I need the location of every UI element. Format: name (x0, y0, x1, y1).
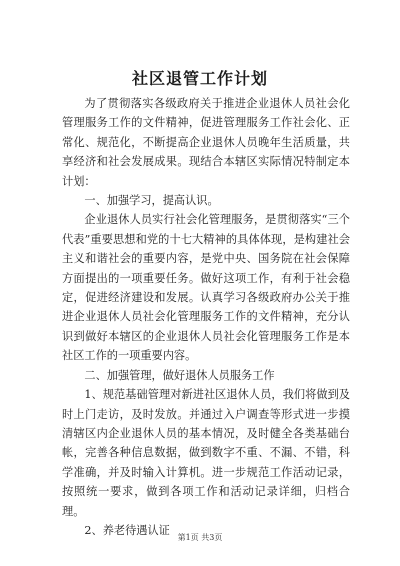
section-heading-1: 一、加强学习，提高认识。 (84, 194, 219, 208)
document-body (62, 94, 350, 540)
paragraph-item-1: 1、规范基础管理对新进社区退休人员，我们将做到及时上门走访，及时发放。并通过入户调查等形式进一步摸清辖区内企业退休人员的基本情况，及时健全各类基础台帐，完善各种信息数据，做到数字不重、不漏、不错，科学准确，并及时输入计算机。进一步规范工作活动记录，按照统一要求，做到各项工作和活动记录详细，归档合理。 (62, 388, 350, 518)
section-heading-2: 二、加强管理，做好退休人员服务工作 (84, 368, 275, 382)
page-number: 第1页 共3页 (177, 533, 223, 542)
document-title: 社区退管工作计划 (131, 69, 268, 88)
paragraph-item-2: 2、养老待遇认证 (84, 523, 170, 537)
paragraph-intro: 为了贯彻落实各级政府关于推进企业退休人员社会化管理服务工作的文件精神，促进管理服务工作社会化、正常化、规范化，不断提高企业退休人员晚年生活质量，共享经济和社会发展成果。现结合本辖区实际情况特制定本计划： (62, 97, 350, 188)
paragraph-section-1: 企业退休人员实行社会化管理服务，是贯彻落实“三个代表”重要思想和党的十七大精神的具体体现，是构建社会主义和谐社会的重要内容，是党中央、国务院在社会保障方面提出的一项重要任务。做好这项工作，有利于社会稳定，促进经济建设和发展。认真学习各级政府办公关于推进企业退休人员社会化管理服务工作的文件精神，充分认识到做好本辖区的企业退休人员社会化管理服务工作是本社区工作的一项重要内容。 (62, 213, 350, 363)
